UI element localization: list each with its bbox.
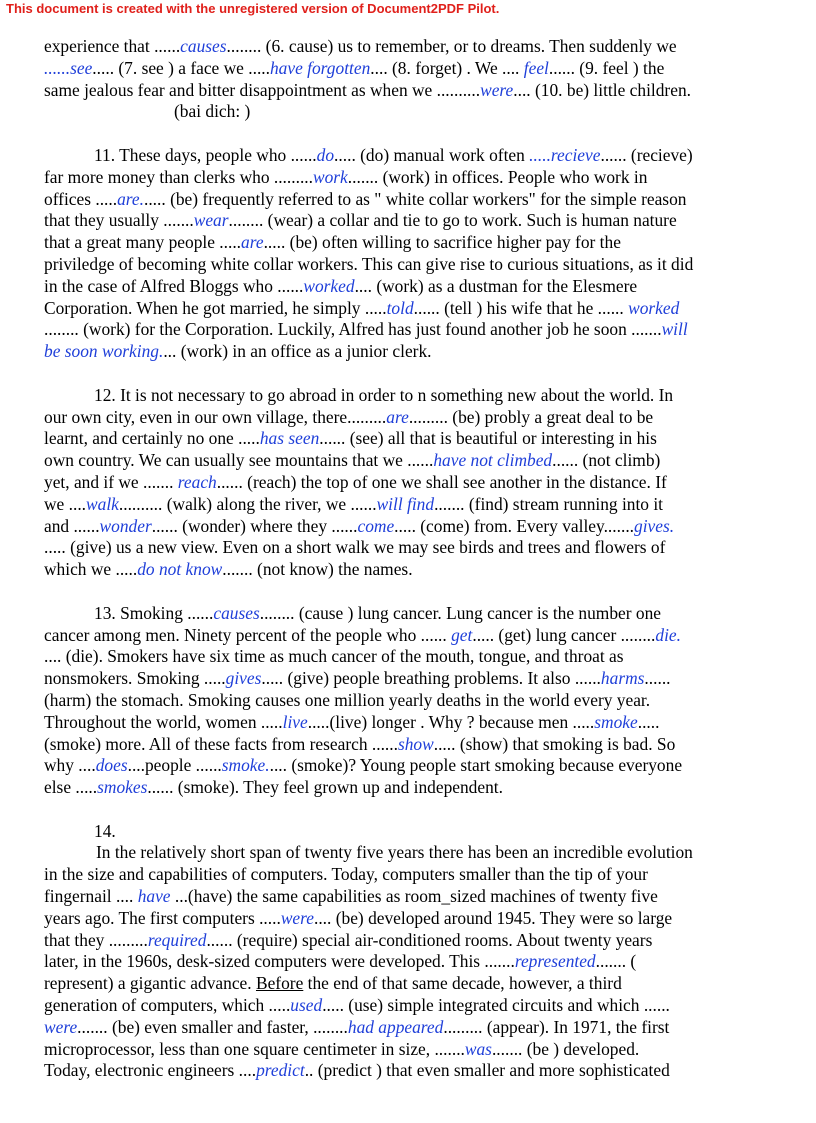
body-text: generation of computers, which ..... bbox=[44, 995, 291, 1016]
body-text: .... (smoke)? Young people start smoking because everyone bbox=[269, 755, 683, 776]
body-text: ........ (work) for the Corporation. Luckily, Alfred has just found another job he soon ....... bbox=[44, 319, 662, 340]
answer-text: do bbox=[316, 144, 335, 165]
body-text: ...... (see) all that is beautiful or interesting in his bbox=[319, 428, 657, 449]
answer-text: smokes bbox=[97, 777, 148, 798]
body-text: ....... (work) in offices. People who work in bbox=[347, 166, 648, 187]
body-text: ...... (not climb) bbox=[552, 450, 661, 471]
underlined-text: Before bbox=[255, 973, 304, 994]
text-line bbox=[44, 516, 774, 538]
body-text: Throughout the world, women ..... bbox=[44, 711, 283, 732]
text-line bbox=[44, 821, 774, 843]
text-line bbox=[44, 930, 774, 952]
body-text: ...... (reach) the top of one we shall see another in the distance. If bbox=[216, 471, 667, 492]
answer-text: are bbox=[241, 232, 264, 253]
answer-text: smoke. bbox=[221, 755, 270, 776]
answer-text: required bbox=[147, 929, 207, 950]
answer-text: worked bbox=[628, 297, 680, 318]
body-text: ....... (be) even smaller and faster, ........ bbox=[77, 1016, 348, 1037]
body-text: (harm) the stomach. Smoking causes one million yearly deaths in the world every year. bbox=[44, 689, 651, 710]
body-text: In the relatively short span of twenty five years there has been an incredible evolution bbox=[96, 842, 693, 863]
text-line bbox=[44, 712, 774, 734]
body-text: cancer among men. Ninety percent of the people who ...... bbox=[44, 624, 452, 645]
body-text: ..... (give) people breathing problems. It also ...... bbox=[261, 668, 601, 689]
answer-text: will bbox=[661, 319, 688, 340]
text-line bbox=[44, 58, 774, 80]
text-line bbox=[44, 995, 774, 1017]
answer-text: work bbox=[313, 166, 348, 187]
text-line bbox=[44, 254, 774, 276]
answer-text: harms bbox=[600, 668, 645, 689]
text-line bbox=[44, 472, 774, 494]
body-text: ...... (recieve) bbox=[600, 144, 693, 165]
text-line bbox=[44, 734, 774, 756]
body-text: .. (predict ) that even smaller and more sophisticated bbox=[304, 1060, 670, 1081]
answer-text: causes bbox=[180, 36, 227, 56]
text-line bbox=[44, 973, 774, 995]
body-text: experience that ...... bbox=[44, 36, 181, 56]
text-line bbox=[44, 145, 774, 167]
text-line bbox=[44, 407, 774, 429]
body-text: which we ..... bbox=[44, 559, 138, 580]
text-line bbox=[44, 1039, 774, 1061]
body-text: why .... bbox=[44, 755, 96, 776]
text-line bbox=[44, 755, 774, 777]
answer-text: had appeared bbox=[347, 1016, 444, 1037]
body-text: ..... (be) frequently referred to as " white collar workers" for the simple reason bbox=[143, 188, 687, 209]
paragraph-gap bbox=[44, 363, 774, 385]
body-text: 14. bbox=[94, 820, 116, 841]
body-text: ...... (9. feel ) the bbox=[548, 57, 665, 78]
body-text: ...... (require) special air-conditioned rooms. About twenty years bbox=[206, 929, 653, 950]
paragraph-gap bbox=[44, 799, 774, 821]
body-text: 11. These days, people who ...... bbox=[94, 144, 317, 165]
answer-text: feel bbox=[523, 57, 549, 78]
body-text: ....... (not know) the names. bbox=[222, 559, 413, 580]
body-text: .... (8. forget) . We .... bbox=[370, 57, 524, 78]
answer-text: walk bbox=[86, 493, 119, 514]
body-text: fingernail .... bbox=[44, 886, 138, 907]
answer-text: does bbox=[95, 755, 128, 776]
answer-text: live bbox=[282, 711, 308, 732]
body-text: 13. Smoking ...... bbox=[94, 602, 214, 623]
body-text: years ago. The first computers ..... bbox=[44, 907, 281, 928]
body-text: 12. It is not necessary to go abroad in order to n something new about the world. In bbox=[94, 384, 674, 405]
body-text: (smoke) more. All of these facts from research ...... bbox=[44, 733, 398, 754]
answer-text: have forgotten bbox=[269, 57, 371, 78]
body-text: own country. We can usually see mountains that we ...... bbox=[44, 450, 434, 471]
body-text: ..... (show) that smoking is bad. So bbox=[433, 733, 676, 754]
answer-text: worked bbox=[303, 275, 355, 296]
answer-text: predict bbox=[256, 1060, 305, 1081]
body-text: priviledge of becoming white collar workers. This can give rise to curious situations, as it did bbox=[44, 253, 694, 274]
body-text: ........ (wear) a collar and tie to go to work. Such is human nature bbox=[228, 210, 677, 231]
body-text: ..... (get) lung cancer ........ bbox=[472, 624, 656, 645]
body-text: ..... (7. see ) a face we ..... bbox=[92, 57, 270, 78]
answer-text: told bbox=[386, 297, 414, 318]
body-text: ......... (be) probly a great deal to be bbox=[408, 406, 654, 427]
body-text: ....people ...... bbox=[127, 755, 222, 776]
body-text: ........ (cause ) lung cancer. Lung cancer is the number one bbox=[259, 602, 661, 623]
body-text: ...... (wonder) where they ...... bbox=[151, 515, 358, 536]
body-text: the end of that same decade, however, a third bbox=[303, 973, 622, 994]
text-line bbox=[44, 777, 774, 799]
body-text: nonsmokers. Smoking ..... bbox=[44, 668, 226, 689]
body-text: ..... bbox=[637, 711, 660, 732]
watermark-banner: This document is created with the unregistered version of Document2PDF Pilot. bbox=[6, 1, 500, 16]
body-text: we .... bbox=[44, 493, 87, 514]
text-line bbox=[44, 603, 774, 625]
text-line bbox=[44, 341, 774, 363]
body-text: same jealous fear and bitter disappointment as when we .......... bbox=[44, 79, 481, 100]
text-line bbox=[44, 559, 774, 581]
body-text: that they usually ....... bbox=[44, 210, 194, 231]
paragraph-gap bbox=[44, 123, 774, 145]
text-line bbox=[44, 864, 774, 886]
body-text: ....... (be ) developed. bbox=[491, 1038, 640, 1059]
answer-text: reach bbox=[177, 471, 217, 492]
text-line bbox=[44, 450, 774, 472]
body-text: else ..... bbox=[44, 777, 98, 798]
answer-text: are. bbox=[117, 188, 144, 209]
text-line bbox=[44, 951, 774, 973]
answer-text: will find bbox=[376, 493, 435, 514]
answer-text: are bbox=[386, 406, 409, 427]
body-text: ..... (use) simple integrated circuits and which ...... bbox=[322, 995, 670, 1016]
text-line bbox=[44, 842, 774, 864]
text-line bbox=[44, 668, 774, 690]
answer-text: ......see bbox=[44, 57, 93, 78]
text-line bbox=[44, 428, 774, 450]
answer-text: were bbox=[280, 907, 314, 928]
body-text: .... (be) developed around 1945. They were so large bbox=[313, 907, 673, 928]
text-line bbox=[44, 189, 774, 211]
text-line bbox=[44, 1060, 774, 1082]
body-text: that a great many people ..... bbox=[44, 232, 242, 253]
answer-text: come bbox=[357, 515, 395, 536]
paragraph-gap bbox=[44, 581, 774, 603]
text-line bbox=[44, 167, 774, 189]
body-text: ........ (6. cause) us to remember, or to dreams. Then suddenly we bbox=[226, 36, 677, 56]
answer-text: die. bbox=[655, 624, 681, 645]
body-text: our own city, even in our own village, there......... bbox=[44, 406, 387, 427]
answer-text: has seen bbox=[259, 428, 320, 449]
body-text: microprocessor, less than one square centimeter in size, ....... bbox=[44, 1038, 465, 1059]
body-text: ..... (give) us a new view. Even on a short walk we may see birds and trees and flowers of bbox=[44, 537, 666, 558]
body-text: ..... (be) often willing to sacrifice higher pay for the bbox=[263, 232, 621, 253]
answer-text: have bbox=[137, 886, 171, 907]
body-text: ...... bbox=[644, 668, 671, 689]
answer-text: wear bbox=[193, 210, 229, 231]
body-text: ...(have) the same capabilities as room_sized machines of twenty five bbox=[170, 886, 658, 907]
body-text: and ...... bbox=[44, 515, 100, 536]
answer-text: be soon working. bbox=[44, 341, 164, 362]
text-line bbox=[44, 276, 774, 298]
body-text: offices ..... bbox=[44, 188, 118, 209]
text-line bbox=[44, 232, 774, 254]
answer-text: was bbox=[464, 1038, 492, 1059]
body-text: ....... (find) stream running into it bbox=[434, 493, 664, 514]
body-text: far more money than clerks who ......... bbox=[44, 166, 313, 187]
body-text: learnt, and certainly no one ..... bbox=[44, 428, 260, 449]
answer-text: wonder bbox=[99, 515, 152, 536]
body-text: ..... (come) from. Every valley....... bbox=[394, 515, 635, 536]
body-text: ......... (appear). In 1971, the first bbox=[443, 1016, 670, 1037]
text-line bbox=[44, 210, 774, 232]
body-text: that they ......... bbox=[44, 929, 148, 950]
body-text: Today, electronic engineers .... bbox=[44, 1060, 257, 1081]
body-text: yet, and if we ....... bbox=[44, 471, 178, 492]
body-text: .... (work) as a dustman for the Elesmere bbox=[354, 275, 638, 296]
body-text: ...... (tell ) his wife that he ...... bbox=[413, 297, 629, 318]
text-line bbox=[44, 537, 774, 559]
text-line bbox=[44, 646, 774, 668]
answer-text: smoke bbox=[594, 711, 638, 732]
text-line bbox=[44, 690, 774, 712]
text-line bbox=[44, 494, 774, 516]
answer-text: used bbox=[290, 995, 323, 1016]
text-line bbox=[44, 101, 774, 123]
answer-text: were bbox=[44, 1016, 78, 1037]
body-text: ....... ( bbox=[595, 951, 637, 972]
body-text: ...... (smoke). They feel grown up and independent. bbox=[147, 777, 503, 798]
text-line bbox=[44, 298, 774, 320]
text-line bbox=[44, 908, 774, 930]
answer-text: gives. bbox=[634, 515, 675, 536]
text-line bbox=[44, 886, 774, 908]
body-text: ... (work) in an office as a junior clerk. bbox=[163, 341, 432, 362]
answer-text: get bbox=[451, 624, 473, 645]
body-text: in the case of Alfred Bloggs who ...... bbox=[44, 275, 304, 296]
answer-text: represented bbox=[514, 951, 596, 972]
body-text: .... (10. be) little children. bbox=[513, 79, 691, 100]
body-text: Corporation. When he got married, he simply ..... bbox=[44, 297, 387, 318]
text-line bbox=[44, 319, 774, 341]
text-line bbox=[44, 1017, 774, 1039]
answer-text: were bbox=[480, 79, 514, 100]
body-text: represent) a gigantic advance. bbox=[44, 973, 256, 994]
body-text: .....(live) longer . Why ? because men ..... bbox=[307, 711, 595, 732]
body-text: later, in the 1960s, desk-sized computers were developed. This ....... bbox=[44, 951, 515, 972]
answer-text: .....recieve bbox=[529, 144, 601, 165]
answer-text: gives bbox=[225, 668, 262, 689]
text-line bbox=[44, 80, 774, 102]
body-text: .......... (walk) along the river, we ...... bbox=[118, 493, 377, 514]
answer-text: show bbox=[397, 733, 434, 754]
answer-text: do not know bbox=[137, 559, 223, 580]
text-line bbox=[44, 385, 774, 407]
body-text: in the size and capabilities of computers. Today, computers smaller than the tip of your bbox=[44, 864, 648, 885]
answer-text: have not climbed bbox=[433, 450, 553, 471]
body-text: (bai dich: ) bbox=[174, 101, 251, 122]
answer-text: causes bbox=[213, 602, 260, 623]
body-text: .... (die). Smokers have six time as much cancer of the mouth, tongue, and throat as bbox=[44, 646, 624, 667]
text-line bbox=[44, 36, 774, 58]
text-line bbox=[44, 625, 774, 647]
document-page bbox=[44, 36, 774, 1082]
body-text: ..... (do) manual work often bbox=[334, 144, 530, 165]
